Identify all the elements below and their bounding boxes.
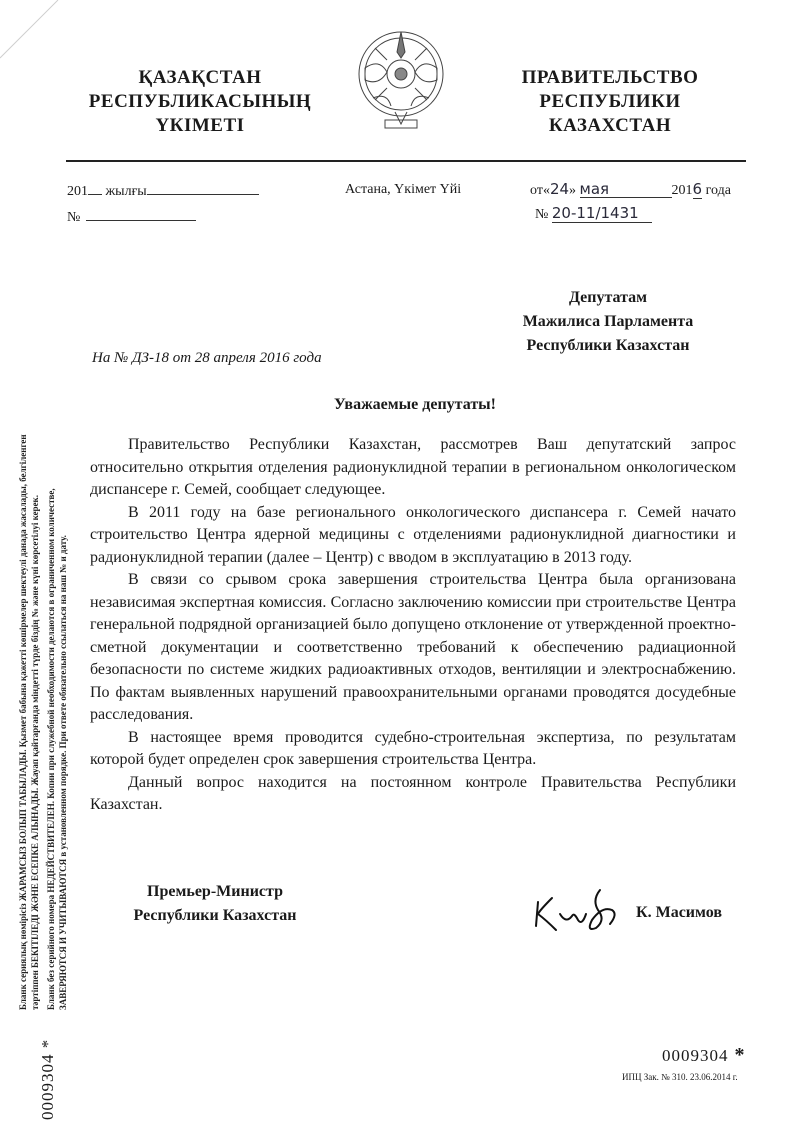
salutation: Уважаемые депутаты! [334, 396, 496, 413]
side-notice-line-1: Бланк сериялық нөмірісіз ЖАРАМСЫЗ БОЛЫП ТАБЫЛАДЫ. Қызмет бабына қажетті көшірмелер шектеулі данада жасалады, белгіленген [18, 434, 28, 1010]
addressee-line-1: Депутатам [568, 289, 648, 306]
letter-body [90, 434, 736, 817]
side-notice-line-2: тәртіппен БЕКІТІЛЕДІ ЖӘНЕ ЕСЕПКЕ АЛЫНАДЫ. Жауап қайтарғанда міндетті түрде біздің № және күні көрсетілуі керек. [30, 495, 40, 1010]
year-blank [88, 180, 102, 195]
side-notice-line-3: Бланк без серийного номера НЕДЕЙСТВИТЕЛЕН. Копии при служебной необходимости делаются в ограниченном количестве, [46, 488, 56, 1010]
print-info: ИПЦ Зак. № 310. 23.06.2014 г. [622, 1072, 738, 1082]
header-kazakh [65, 66, 335, 138]
side-serial-number: 0009304 * [38, 1038, 57, 1120]
date-year-prefix: 201 [671, 183, 693, 198]
header-russian [475, 66, 745, 138]
serial-star: * [734, 1044, 746, 1066]
date-year-digit: 6 [692, 180, 703, 198]
page-corner-mark [0, 0, 60, 60]
year-prefix: 201 [67, 184, 88, 199]
serial-number-block [662, 1044, 746, 1067]
body-paragraph-5: Данный вопрос находится на постоянном контроле Правительства Республики Казахстан. [90, 773, 736, 813]
body-paragraph-2: В 2011 году на базе регионального онкологического диспансера г. Семей начато строительство Центра ядерной медицины с отделениями радионуклидной диагностики и радионуклидной терапии (далее – Центр) с вводом в эксплуатацию в 2013 году. [90, 503, 736, 566]
header-kazakh-line-2: РЕСПУБЛИКАСЫНЫҢ [88, 91, 312, 112]
russian-date-field: от«24» мая 2016 года [530, 180, 731, 198]
signatory-name: К. Масимов [636, 904, 722, 921]
date-blank [147, 180, 259, 195]
header-kazakh-line-3: ҮКІМЕТІ [155, 115, 245, 136]
year-word: жылғы [105, 184, 147, 199]
number-blank-left [86, 206, 196, 221]
date-year-word: года [705, 183, 731, 198]
russian-number-field [535, 205, 652, 224]
date-month: мая [580, 181, 672, 198]
header-russian-line-2: РЕСПУБЛИКИ [539, 91, 681, 112]
number-sign-left: № [67, 210, 81, 225]
state-emblem-icon [355, 28, 447, 138]
body-paragraph-1: Правительство Республики Казахстан, рассмотрев Ваш депутатский запрос относительно открытия отделения радионуклидной терапии в региональном онкологическом диспансере г. Семей, сообщает следующее. [90, 436, 736, 498]
header-divider [66, 160, 746, 162]
side-notice [12, 250, 72, 1010]
date-day: 24 [549, 180, 570, 198]
header-russian-line-1: ПРАВИТЕЛЬСТВО [521, 67, 699, 88]
kazakh-number-field [67, 206, 196, 227]
signatory-title-line-1: Премьер-Министр [147, 883, 283, 900]
place-of-issue: Астана, Үкімет Үйі [345, 182, 462, 197]
addressee-line-3: Республики Казахстан [526, 337, 690, 354]
handwritten-signature [526, 880, 636, 940]
header-russian-line-3: КАЗАХСТАН [548, 115, 672, 136]
addressee-block [478, 286, 738, 358]
date-from-label: от [530, 183, 543, 198]
header-kazakh-line-1: ҚАЗАҚСТАН [138, 67, 262, 88]
serial-number: 0009304 [662, 1046, 729, 1065]
addressee-line-2: Мажилиса Парламента [522, 313, 694, 330]
number-sign-right: № [535, 207, 549, 222]
side-serial-block [34, 1030, 64, 1124]
kazakh-date-field [67, 180, 259, 201]
body-paragraph-3: В связи со срывом срока завершения строительства Центра была организована независимая экспертная комиссия. Согласно заключению комиссии при строительстве Центра генеральной подрядной организацией было допущено отклонение от утвержденной проектно-сметной документации и соответственно требований к обеспечению радиационной безопасности по системе жидких радиоактивных отходов, вентиляции и электроснабжению. По фактам выявленных нарушений правоохранительными органами проводятся досудебные расследования. [90, 571, 736, 723]
signatory-title [110, 880, 320, 928]
reference-line: На № ДЗ-18 от 28 апреля 2016 года [92, 350, 322, 366]
document-number: 20-11/1431 [552, 205, 652, 223]
signatory-title-line-2: Республики Казахстан [133, 907, 297, 924]
body-paragraph-4: В настоящее время проводится судебно-строительная экспертиза, по результатам которой будет определен срок завершения строительства Центра. [90, 728, 736, 768]
side-notice-line-4: ЗАВЕРЯЮТСЯ И УЧИТЫВАЮТСЯ в установленном порядке. При ответе обязательно ссылаться на наш № и дату. [58, 535, 68, 1010]
